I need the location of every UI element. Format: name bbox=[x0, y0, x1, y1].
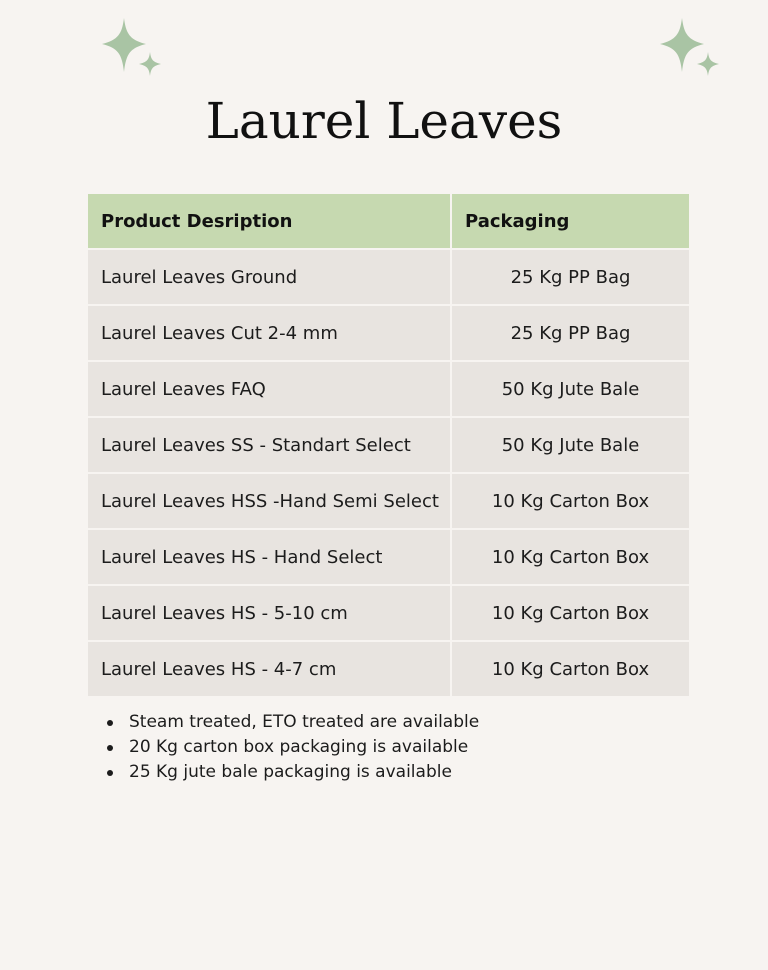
table-row bbox=[88, 250, 689, 306]
table-row bbox=[88, 362, 689, 418]
note-text: Steam treated, ETO treated are available bbox=[129, 712, 480, 732]
table-row bbox=[88, 418, 689, 474]
note-text: 20 Kg carton box packaging is available bbox=[129, 737, 469, 757]
row-description: Laurel Leaves Cut 2-4 mm bbox=[88, 306, 452, 360]
header-description: Product Desription bbox=[88, 194, 452, 248]
row-description: Laurel Leaves SS - Standart Select bbox=[88, 418, 452, 472]
row-packaging: 25 Kg PP Bag bbox=[510, 322, 631, 344]
row-description: Laurel Leaves FAQ bbox=[88, 362, 452, 416]
row-description: Laurel Leaves HS - 5-10 cm bbox=[88, 586, 452, 640]
row-description: Laurel Leaves HSS -Hand Semi Select bbox=[88, 474, 452, 528]
row-description: Laurel Leaves HS - Hand Select bbox=[88, 530, 452, 584]
row-packaging: 50 Kg Jute Bale bbox=[501, 434, 640, 456]
bullet-icon bbox=[107, 770, 113, 776]
table-row bbox=[88, 586, 689, 642]
row-packaging: 10 Kg Carton Box bbox=[491, 546, 650, 568]
sparkle-icon-left bbox=[94, 14, 166, 86]
row-packaging: 10 Kg Carton Box bbox=[491, 490, 650, 512]
product-table bbox=[88, 194, 689, 698]
table-row bbox=[88, 306, 689, 362]
table-row bbox=[88, 642, 689, 698]
list-item bbox=[100, 760, 479, 785]
table-row bbox=[88, 530, 689, 586]
row-packaging: 50 Kg Jute Bale bbox=[501, 378, 640, 400]
sparkle-icon-right bbox=[652, 14, 724, 86]
row-description: Laurel Leaves HS - 4-7 cm bbox=[88, 642, 452, 696]
bullet-icon bbox=[107, 720, 113, 726]
table-row bbox=[88, 474, 689, 530]
header-packaging: Packaging bbox=[465, 210, 570, 232]
table-header-row bbox=[88, 194, 689, 250]
row-packaging: 10 Kg Carton Box bbox=[491, 658, 650, 680]
row-description: Laurel Leaves Ground bbox=[88, 250, 452, 304]
list-item bbox=[100, 710, 479, 735]
row-packaging: 25 Kg PP Bag bbox=[510, 266, 631, 288]
page-title: Laurel Leaves bbox=[205, 92, 563, 150]
notes-list bbox=[100, 710, 479, 785]
bullet-icon bbox=[107, 745, 113, 751]
note-text: 25 Kg jute bale packaging is available bbox=[129, 762, 452, 782]
list-item bbox=[100, 735, 479, 760]
row-packaging: 10 Kg Carton Box bbox=[491, 602, 650, 624]
